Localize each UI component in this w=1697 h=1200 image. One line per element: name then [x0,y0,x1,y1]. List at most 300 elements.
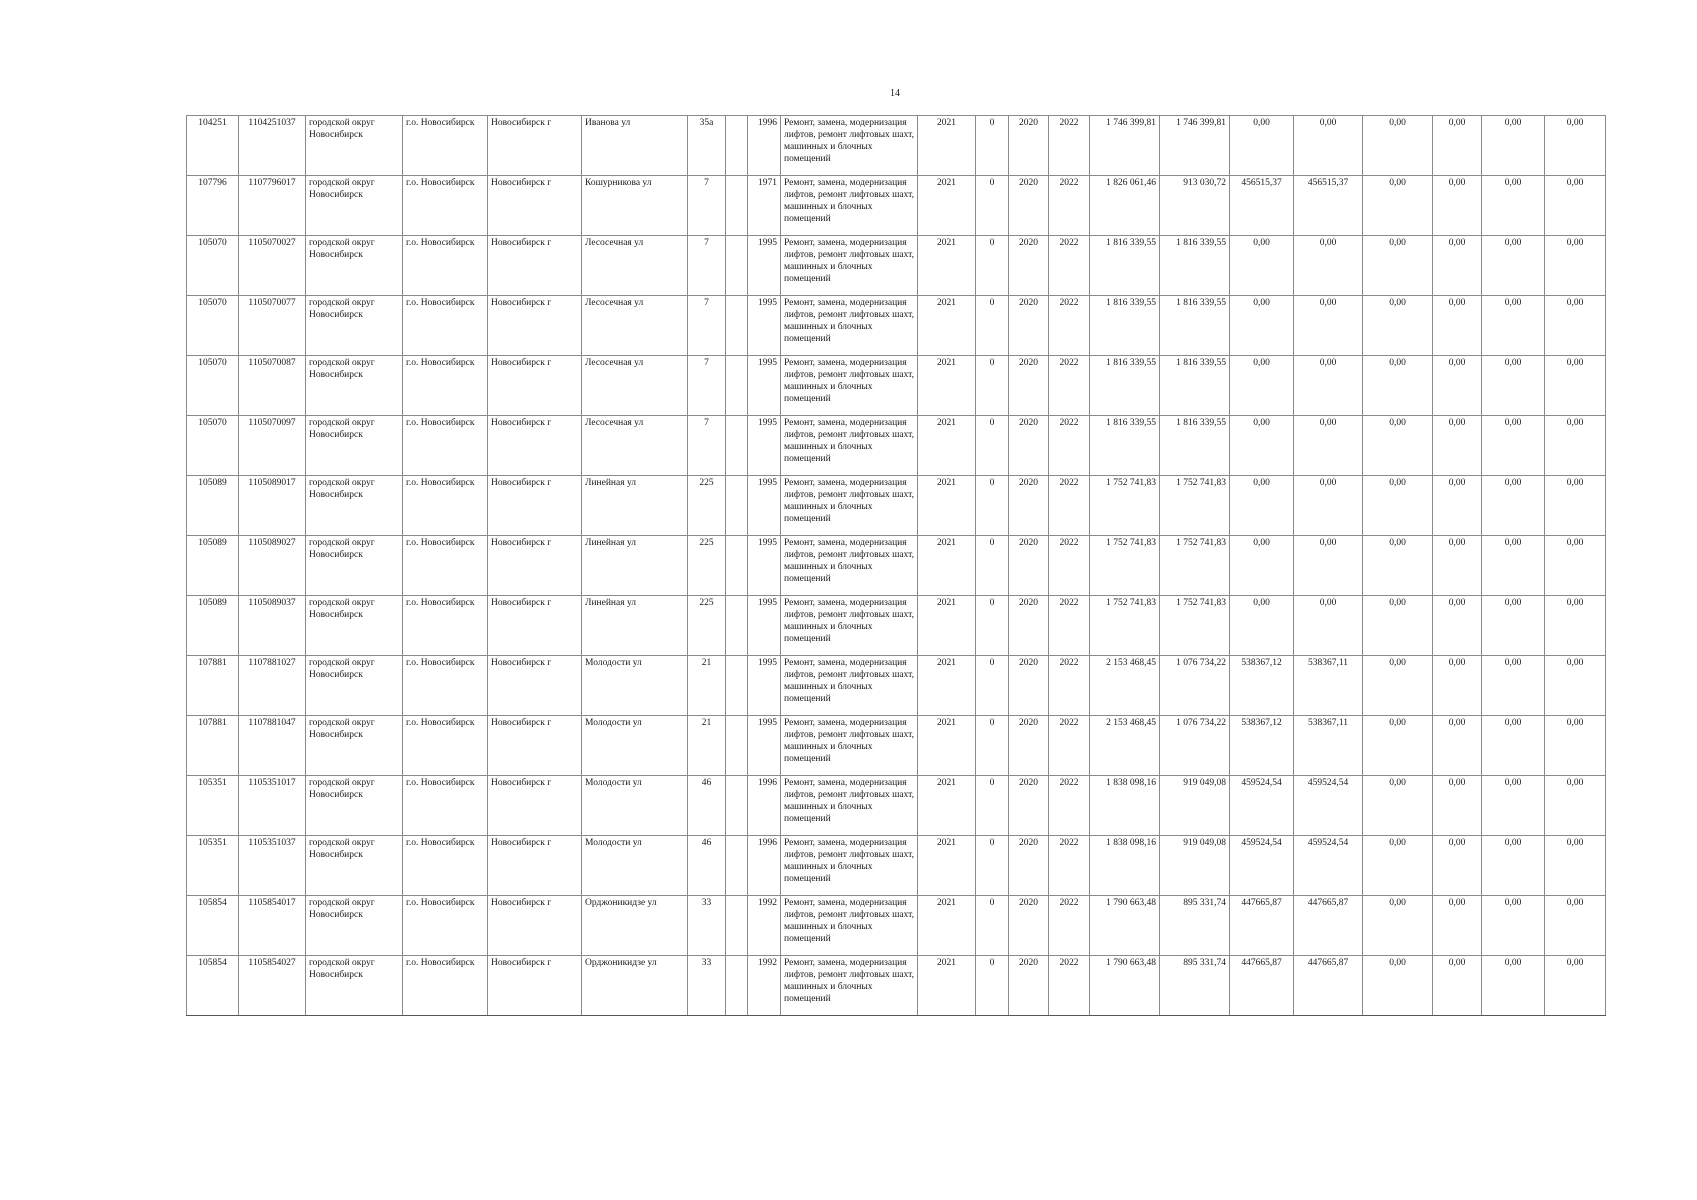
cell-building [726,656,748,716]
cell-col-20: 0,00 [1433,956,1482,1016]
cell-building [726,716,748,776]
cell-col-22: 0,00 [1545,176,1606,236]
cell-house-id: 105089 [187,596,239,656]
cell-house-number: 7 [688,236,726,296]
cell-object-code: 1104251037 [239,116,306,176]
cell-total-cost: 2 153 468,45 [1090,656,1160,716]
cell-fund-amount: 895 331,74 [1160,896,1230,956]
cell-col-19: 0,00 [1363,896,1433,956]
cell-settlement: Новосибирск г [488,656,582,716]
cell-house-number: 225 [688,536,726,596]
cell-col-19: 0,00 [1363,296,1433,356]
cell-col-21: 0,00 [1482,356,1545,416]
cell-settlement: Новосибирск г [488,296,582,356]
cell-municipality: городской округ Новосибирск [306,476,403,536]
cell-col-22: 0,00 [1545,296,1606,356]
cell-end-year: 2022 [1049,476,1090,536]
cell-col-19: 0,00 [1363,596,1433,656]
cell-house-number: 35а [688,116,726,176]
cell-col-19: 0,00 [1363,416,1433,476]
cell-municipality: городской округ Новосибирск [306,116,403,176]
cell-street: Лесосечная ул [582,296,688,356]
cell-col-zero: 0 [976,176,1009,236]
cell-fund-amount: 1 076 734,22 [1160,656,1230,716]
cell-col-20: 0,00 [1433,416,1482,476]
cell-street: Кошурникова ул [582,176,688,236]
cell-municipality: городской округ Новосибирск [306,536,403,596]
table-row [187,116,1606,176]
cell-start-year: 2020 [1009,956,1049,1016]
cell-budget-amount-a: 0,00 [1230,296,1294,356]
cell-budget-amount-b: 456515,37 [1294,176,1363,236]
cell-col-20: 0,00 [1433,176,1482,236]
table-row [187,716,1606,776]
cell-budget-amount-b: 459524,54 [1294,836,1363,896]
cell-object-code: 1105854017 [239,896,306,956]
cell-col-20: 0,00 [1433,536,1482,596]
cell-end-year: 2022 [1049,116,1090,176]
cell-budget-amount-a: 0,00 [1230,236,1294,296]
cell-col-20: 0,00 [1433,476,1482,536]
cell-budget-amount-a: 447665,87 [1230,896,1294,956]
cell-col-20: 0,00 [1433,836,1482,896]
cell-object-code: 1105089017 [239,476,306,536]
cell-total-cost: 1 816 339,55 [1090,296,1160,356]
cell-col-zero: 0 [976,596,1009,656]
cell-budget-amount-a: 0,00 [1230,596,1294,656]
cell-col-21: 0,00 [1482,416,1545,476]
cell-house-number: 7 [688,356,726,416]
table-row [187,776,1606,836]
cell-budget-amount-a: 538367,12 [1230,656,1294,716]
cell-build-year: 1995 [748,596,781,656]
cell-budget-amount-b: 0,00 [1294,236,1363,296]
cell-street: Лесосечная ул [582,356,688,416]
cell-end-year: 2022 [1049,176,1090,236]
cell-municipality: городской округ Новосибирск [306,956,403,1016]
cell-start-year: 2020 [1009,236,1049,296]
cell-end-year: 2022 [1049,656,1090,716]
cell-house-number: 33 [688,956,726,1016]
cell-house-number: 46 [688,836,726,896]
cell-fund-amount: 913 030,72 [1160,176,1230,236]
cell-municipality: городской округ Новосибирск [306,776,403,836]
cell-fund-amount: 919 049,08 [1160,776,1230,836]
cell-budget-amount-a: 459524,54 [1230,776,1294,836]
cell-fund-amount: 919 049,08 [1160,836,1230,896]
cell-col-22: 0,00 [1545,956,1606,1016]
cell-object-code: 1105070097 [239,416,306,476]
cell-col-22: 0,00 [1545,116,1606,176]
cell-col-21: 0,00 [1482,176,1545,236]
table-row [187,956,1606,1016]
cell-building [726,956,748,1016]
cell-plan-year: 2021 [918,356,976,416]
cell-build-year: 1995 [748,476,781,536]
cell-municipality: городской округ Новосибирск [306,356,403,416]
cell-building [726,536,748,596]
cell-house-id: 104251 [187,116,239,176]
cell-col-21: 0,00 [1482,896,1545,956]
cell-settlement: Новосибирск г [488,176,582,236]
cell-total-cost: 1 790 663,48 [1090,896,1160,956]
cell-settlement: Новосибирск г [488,956,582,1016]
cell-settlement: Новосибирск г [488,776,582,836]
cell-municipal-district: г.о. Новосибирск [403,716,488,776]
cell-total-cost: 1 746 399,81 [1090,116,1160,176]
cell-building [726,296,748,356]
cell-settlement: Новосибирск г [488,476,582,536]
cell-municipality: городской округ Новосибирск [306,836,403,896]
cell-start-year: 2020 [1009,896,1049,956]
cell-col-19: 0,00 [1363,116,1433,176]
cell-house-number: 225 [688,476,726,536]
cell-settlement: Новосибирск г [488,536,582,596]
cell-municipal-district: г.о. Новосибирск [403,776,488,836]
cell-end-year: 2022 [1049,296,1090,356]
cell-municipal-district: г.о. Новосибирск [403,176,488,236]
cell-object-code: 1105089037 [239,596,306,656]
cell-municipal-district: г.о. Новосибирск [403,536,488,596]
cell-end-year: 2022 [1049,836,1090,896]
cell-municipality: городской округ Новосибирск [306,416,403,476]
cell-col-21: 0,00 [1482,776,1545,836]
cell-municipal-district: г.о. Новосибирск [403,596,488,656]
cell-end-year: 2022 [1049,536,1090,596]
cell-col-21: 0,00 [1482,236,1545,296]
table-row [187,596,1606,656]
cell-plan-year: 2021 [918,956,976,1016]
cell-object-code: 1105351037 [239,836,306,896]
cell-house-id: 107881 [187,656,239,716]
cell-col-19: 0,00 [1363,176,1433,236]
cell-house-id: 105070 [187,356,239,416]
cell-municipality: городской округ Новосибирск [306,716,403,776]
cell-col-19: 0,00 [1363,656,1433,716]
cell-municipal-district: г.о. Новосибирск [403,896,488,956]
cell-build-year: 1996 [748,776,781,836]
cell-fund-amount: 1 076 734,22 [1160,716,1230,776]
cell-plan-year: 2021 [918,536,976,596]
cell-start-year: 2020 [1009,356,1049,416]
cell-total-cost: 1 752 741,83 [1090,476,1160,536]
cell-municipality: городской округ Новосибирск [306,896,403,956]
cell-plan-year: 2021 [918,776,976,836]
cell-object-code: 1105070087 [239,356,306,416]
cell-building [726,896,748,956]
cell-municipal-district: г.о. Новосибирск [403,416,488,476]
cell-settlement: Новосибирск г [488,896,582,956]
cell-plan-year: 2021 [918,896,976,956]
cell-work-type: Ремонт, замена, модернизация лифтов, ремонт лифтовых шахт, машинных и блочных помещений [781,176,918,236]
cell-street: Линейная ул [582,536,688,596]
cell-col-21: 0,00 [1482,596,1545,656]
registry-table [186,115,1606,1016]
cell-budget-amount-a: 0,00 [1230,116,1294,176]
cell-total-cost: 1 838 098,16 [1090,836,1160,896]
cell-plan-year: 2021 [918,836,976,896]
cell-budget-amount-a: 459524,54 [1230,836,1294,896]
cell-col-zero: 0 [976,836,1009,896]
cell-total-cost: 1 816 339,55 [1090,236,1160,296]
cell-col-19: 0,00 [1363,536,1433,596]
cell-house-id: 105854 [187,956,239,1016]
cell-budget-amount-a: 0,00 [1230,356,1294,416]
cell-total-cost: 1 816 339,55 [1090,416,1160,476]
cell-col-22: 0,00 [1545,416,1606,476]
cell-building [726,476,748,536]
cell-col-19: 0,00 [1363,356,1433,416]
cell-total-cost: 1 790 663,48 [1090,956,1160,1016]
cell-fund-amount: 1 816 339,55 [1160,236,1230,296]
cell-col-zero: 0 [976,476,1009,536]
cell-building [726,176,748,236]
cell-col-20: 0,00 [1433,716,1482,776]
table-row [187,296,1606,356]
cell-house-number: 7 [688,176,726,236]
cell-house-id: 107796 [187,176,239,236]
cell-col-22: 0,00 [1545,476,1606,536]
cell-plan-year: 2021 [918,716,976,776]
cell-col-zero: 0 [976,776,1009,836]
cell-col-21: 0,00 [1482,476,1545,536]
cell-street: Орджоникидзе ул [582,956,688,1016]
cell-house-number: 21 [688,656,726,716]
cell-municipality: городской округ Новосибирск [306,296,403,356]
cell-work-type: Ремонт, замена, модернизация лифтов, ремонт лифтовых шахт, машинных и блочных помещений [781,836,918,896]
cell-street: Орджоникидзе ул [582,896,688,956]
cell-start-year: 2020 [1009,596,1049,656]
cell-municipal-district: г.о. Новосибирск [403,476,488,536]
cell-building [726,776,748,836]
cell-build-year: 1995 [748,236,781,296]
cell-col-19: 0,00 [1363,956,1433,1016]
cell-plan-year: 2021 [918,116,976,176]
cell-building [726,836,748,896]
cell-house-id: 105351 [187,776,239,836]
cell-col-19: 0,00 [1363,236,1433,296]
cell-municipality: городской округ Новосибирск [306,236,403,296]
cell-col-22: 0,00 [1545,836,1606,896]
cell-start-year: 2020 [1009,656,1049,716]
cell-plan-year: 2021 [918,296,976,356]
table-row [187,536,1606,596]
cell-settlement: Новосибирск г [488,416,582,476]
cell-start-year: 2020 [1009,116,1049,176]
cell-municipal-district: г.о. Новосибирск [403,836,488,896]
table-row [187,656,1606,716]
cell-col-20: 0,00 [1433,116,1482,176]
cell-settlement: Новосибирск г [488,716,582,776]
cell-object-code: 1107881027 [239,656,306,716]
cell-object-code: 1107796017 [239,176,306,236]
cell-col-zero: 0 [976,356,1009,416]
cell-fund-amount: 1 752 741,83 [1160,536,1230,596]
cell-work-type: Ремонт, замена, модернизация лифтов, ремонт лифтовых шахт, машинных и блочных помещений [781,116,918,176]
cell-budget-amount-b: 538367,11 [1294,716,1363,776]
cell-fund-amount: 895 331,74 [1160,956,1230,1016]
cell-start-year: 2020 [1009,776,1049,836]
cell-end-year: 2022 [1049,896,1090,956]
cell-build-year: 1996 [748,836,781,896]
cell-start-year: 2020 [1009,296,1049,356]
cell-house-id: 107881 [187,716,239,776]
cell-budget-amount-b: 447665,87 [1294,956,1363,1016]
cell-street: Молодости ул [582,656,688,716]
cell-col-zero: 0 [976,116,1009,176]
cell-work-type: Ремонт, замена, модернизация лифтов, ремонт лифтовых шахт, машинных и блочных помещений [781,356,918,416]
table-row [187,356,1606,416]
cell-work-type: Ремонт, замена, модернизация лифтов, ремонт лифтовых шахт, машинных и блочных помещений [781,896,918,956]
cell-end-year: 2022 [1049,956,1090,1016]
cell-col-22: 0,00 [1545,356,1606,416]
cell-budget-amount-b: 538367,11 [1294,656,1363,716]
cell-col-21: 0,00 [1482,536,1545,596]
cell-budget-amount-a: 538367,12 [1230,716,1294,776]
cell-fund-amount: 1 816 339,55 [1160,416,1230,476]
cell-house-id: 105070 [187,296,239,356]
cell-col-19: 0,00 [1363,776,1433,836]
cell-total-cost: 1 752 741,83 [1090,596,1160,656]
cell-budget-amount-b: 0,00 [1294,476,1363,536]
cell-settlement: Новосибирск г [488,116,582,176]
cell-settlement: Новосибирск г [488,596,582,656]
cell-end-year: 2022 [1049,356,1090,416]
cell-build-year: 1995 [748,416,781,476]
cell-work-type: Ремонт, замена, модернизация лифтов, ремонт лифтовых шахт, машинных и блочных помещений [781,236,918,296]
cell-build-year: 1992 [748,956,781,1016]
cell-col-zero: 0 [976,236,1009,296]
cell-fund-amount: 1 752 741,83 [1160,476,1230,536]
cell-build-year: 1995 [748,716,781,776]
cell-col-20: 0,00 [1433,296,1482,356]
cell-budget-amount-b: 0,00 [1294,296,1363,356]
cell-end-year: 2022 [1049,716,1090,776]
cell-work-type: Ремонт, замена, модернизация лифтов, ремонт лифтовых шахт, машинных и блочных помещений [781,416,918,476]
cell-object-code: 1105070027 [239,236,306,296]
cell-build-year: 1995 [748,656,781,716]
cell-budget-amount-a: 456515,37 [1230,176,1294,236]
cell-house-number: 46 [688,776,726,836]
cell-building [726,416,748,476]
cell-col-21: 0,00 [1482,656,1545,716]
cell-start-year: 2020 [1009,716,1049,776]
cell-col-19: 0,00 [1363,836,1433,896]
cell-building [726,596,748,656]
cell-plan-year: 2021 [918,416,976,476]
cell-col-zero: 0 [976,656,1009,716]
cell-work-type: Ремонт, замена, модернизация лифтов, ремонт лифтовых шахт, машинных и блочных помещений [781,656,918,716]
cell-settlement: Новосибирск г [488,356,582,416]
cell-start-year: 2020 [1009,476,1049,536]
cell-street: Линейная ул [582,476,688,536]
cell-fund-amount: 1 816 339,55 [1160,296,1230,356]
page-number: 14 [890,88,900,99]
cell-end-year: 2022 [1049,236,1090,296]
cell-house-id: 105070 [187,236,239,296]
cell-budget-amount-b: 0,00 [1294,416,1363,476]
cell-fund-amount: 1 752 741,83 [1160,596,1230,656]
cell-col-21: 0,00 [1482,116,1545,176]
cell-street: Лесосечная ул [582,416,688,476]
cell-municipal-district: г.о. Новосибирск [403,356,488,416]
cell-col-22: 0,00 [1545,536,1606,596]
cell-budget-amount-a: 0,00 [1230,416,1294,476]
table-row [187,176,1606,236]
cell-street: Молодости ул [582,776,688,836]
cell-start-year: 2020 [1009,416,1049,476]
table-row [187,236,1606,296]
cell-municipal-district: г.о. Новосибирск [403,656,488,716]
cell-col-zero: 0 [976,956,1009,1016]
cell-fund-amount: 1 816 339,55 [1160,356,1230,416]
cell-col-22: 0,00 [1545,716,1606,776]
cell-budget-amount-b: 0,00 [1294,596,1363,656]
cell-building [726,116,748,176]
cell-street: Лесосечная ул [582,236,688,296]
cell-work-type: Ремонт, замена, модернизация лифтов, ремонт лифтовых шахт, машинных и блочных помещений [781,476,918,536]
cell-col-21: 0,00 [1482,836,1545,896]
cell-col-zero: 0 [976,896,1009,956]
cell-col-zero: 0 [976,716,1009,776]
cell-object-code: 1105351017 [239,776,306,836]
table-row [187,836,1606,896]
cell-budget-amount-b: 0,00 [1294,356,1363,416]
cell-build-year: 1971 [748,176,781,236]
cell-fund-amount: 1 746 399,81 [1160,116,1230,176]
cell-work-type: Ремонт, замена, модернизация лифтов, ремонт лифтовых шахт, машинных и блочных помещений [781,296,918,356]
cell-budget-amount-b: 0,00 [1294,536,1363,596]
cell-end-year: 2022 [1049,596,1090,656]
cell-house-id: 105089 [187,536,239,596]
cell-col-20: 0,00 [1433,596,1482,656]
cell-object-code: 1107881047 [239,716,306,776]
cell-house-number: 21 [688,716,726,776]
cell-house-id: 105089 [187,476,239,536]
cell-total-cost: 1 826 061,46 [1090,176,1160,236]
cell-municipality: городской округ Новосибирск [306,596,403,656]
cell-settlement: Новосибирск г [488,836,582,896]
cell-house-number: 33 [688,896,726,956]
cell-col-22: 0,00 [1545,896,1606,956]
cell-work-type: Ремонт, замена, модернизация лифтов, ремонт лифтовых шахт, машинных и блочных помещений [781,596,918,656]
cell-col-20: 0,00 [1433,356,1482,416]
cell-plan-year: 2021 [918,596,976,656]
cell-total-cost: 1 752 741,83 [1090,536,1160,596]
cell-total-cost: 1 816 339,55 [1090,356,1160,416]
cell-house-number: 7 [688,416,726,476]
cell-end-year: 2022 [1049,776,1090,836]
cell-building [726,236,748,296]
cell-col-20: 0,00 [1433,896,1482,956]
cell-building [726,356,748,416]
cell-build-year: 1992 [748,896,781,956]
cell-municipal-district: г.о. Новосибирск [403,236,488,296]
cell-object-code: 1105070077 [239,296,306,356]
cell-col-20: 0,00 [1433,236,1482,296]
cell-budget-amount-a: 447665,87 [1230,956,1294,1016]
cell-col-zero: 0 [976,536,1009,596]
cell-municipal-district: г.о. Новосибирск [403,116,488,176]
cell-plan-year: 2021 [918,476,976,536]
cell-col-20: 0,00 [1433,776,1482,836]
table-row [187,416,1606,476]
cell-budget-amount-b: 459524,54 [1294,776,1363,836]
cell-municipal-district: г.о. Новосибирск [403,296,488,356]
cell-house-number: 7 [688,296,726,356]
cell-budget-amount-a: 0,00 [1230,536,1294,596]
table-body [187,116,1606,1016]
